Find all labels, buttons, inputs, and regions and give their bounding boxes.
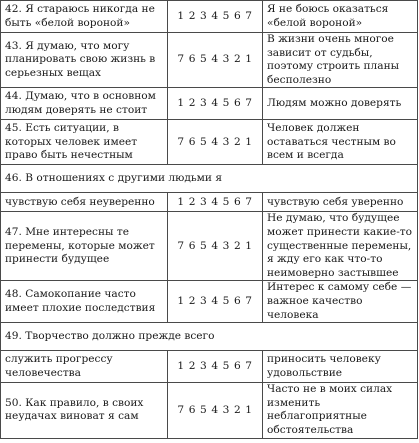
question-prompt: 49. Творчество должно прежде всего	[1, 323, 418, 351]
left-statement: служить прогрессу человечества	[1, 351, 168, 383]
rating-scale: 1 2 3 4 5 6 7	[168, 1, 263, 33]
question-row-42	[1, 1, 418, 33]
left-statement: 42. Я стараюсь никогда не быть «белой вороной»	[1, 1, 168, 33]
left-statement: 47. Мне интересны те перемены, которые может принести будущее	[1, 212, 168, 281]
question-header-49	[1, 323, 418, 351]
rating-scale: 7 6 5 4 3 2 1	[168, 120, 263, 165]
right-statement: Интерес к самому себе — важное качество человека	[263, 281, 418, 323]
right-statement: Не думаю, что будущее может принести какие-то существенные перемены, я жду его как что-то неимоверно застывшее	[263, 212, 418, 281]
rating-scale: 7 6 5 4 3 2 1	[168, 383, 263, 438]
rating-scale: 1 2 3 4 5 6 7	[168, 193, 263, 212]
rating-scale: 1 2 3 4 5 6 7	[168, 281, 263, 323]
left-statement: 44. Думаю, что в основном людям доверять не стоит	[1, 88, 168, 120]
question-header-46	[1, 165, 418, 193]
question-row-46	[1, 193, 418, 212]
right-statement: В жизни очень многое зависит от судьбы, поэтому строить планы бесполезно	[263, 33, 418, 88]
right-statement: чувствую себя уверенно	[263, 193, 418, 212]
question-row-43	[1, 33, 418, 88]
question-row-45	[1, 120, 418, 165]
question-row-48	[1, 281, 418, 323]
question-row-44	[1, 88, 418, 120]
rating-scale: 1 2 3 4 5 6 7	[168, 88, 263, 120]
question-row-47	[1, 212, 418, 281]
question-prompt: 46. В отношениях с другими людьми я	[1, 165, 418, 193]
right-statement: Я не боюсь оказаться «белой вороной»	[263, 1, 418, 33]
question-row-50	[1, 383, 418, 438]
right-statement: Людям можно доверять	[263, 88, 418, 120]
left-statement: 45. Есть ситуации, в которых человек имеет право быть нечестным	[1, 120, 168, 165]
left-statement: 43. Я думаю, что могу планировать свою жизнь в серьезных вещах	[1, 33, 168, 88]
rating-scale: 7 6 5 4 3 2 1	[168, 212, 263, 281]
left-statement: чувствую себя неуверенно	[1, 193, 168, 212]
rating-scale: 7 6 5 4 3 2 1	[168, 33, 263, 88]
right-statement: Часто не в моих силах изменить неблагоприятные обстоятельства	[263, 383, 418, 438]
right-statement: приносить человеку удовольствие	[263, 351, 418, 383]
left-statement: 50. Как правило, в своих неудачах виноват я сам	[1, 383, 168, 438]
rating-scale: 1 2 3 4 5 6 7	[168, 351, 263, 383]
left-statement: 48. Самокопание часто имеет плохие последствия	[1, 281, 168, 323]
right-statement: Человек должен оставаться честным во всем и всегда	[263, 120, 418, 165]
question-row-49	[1, 351, 418, 383]
